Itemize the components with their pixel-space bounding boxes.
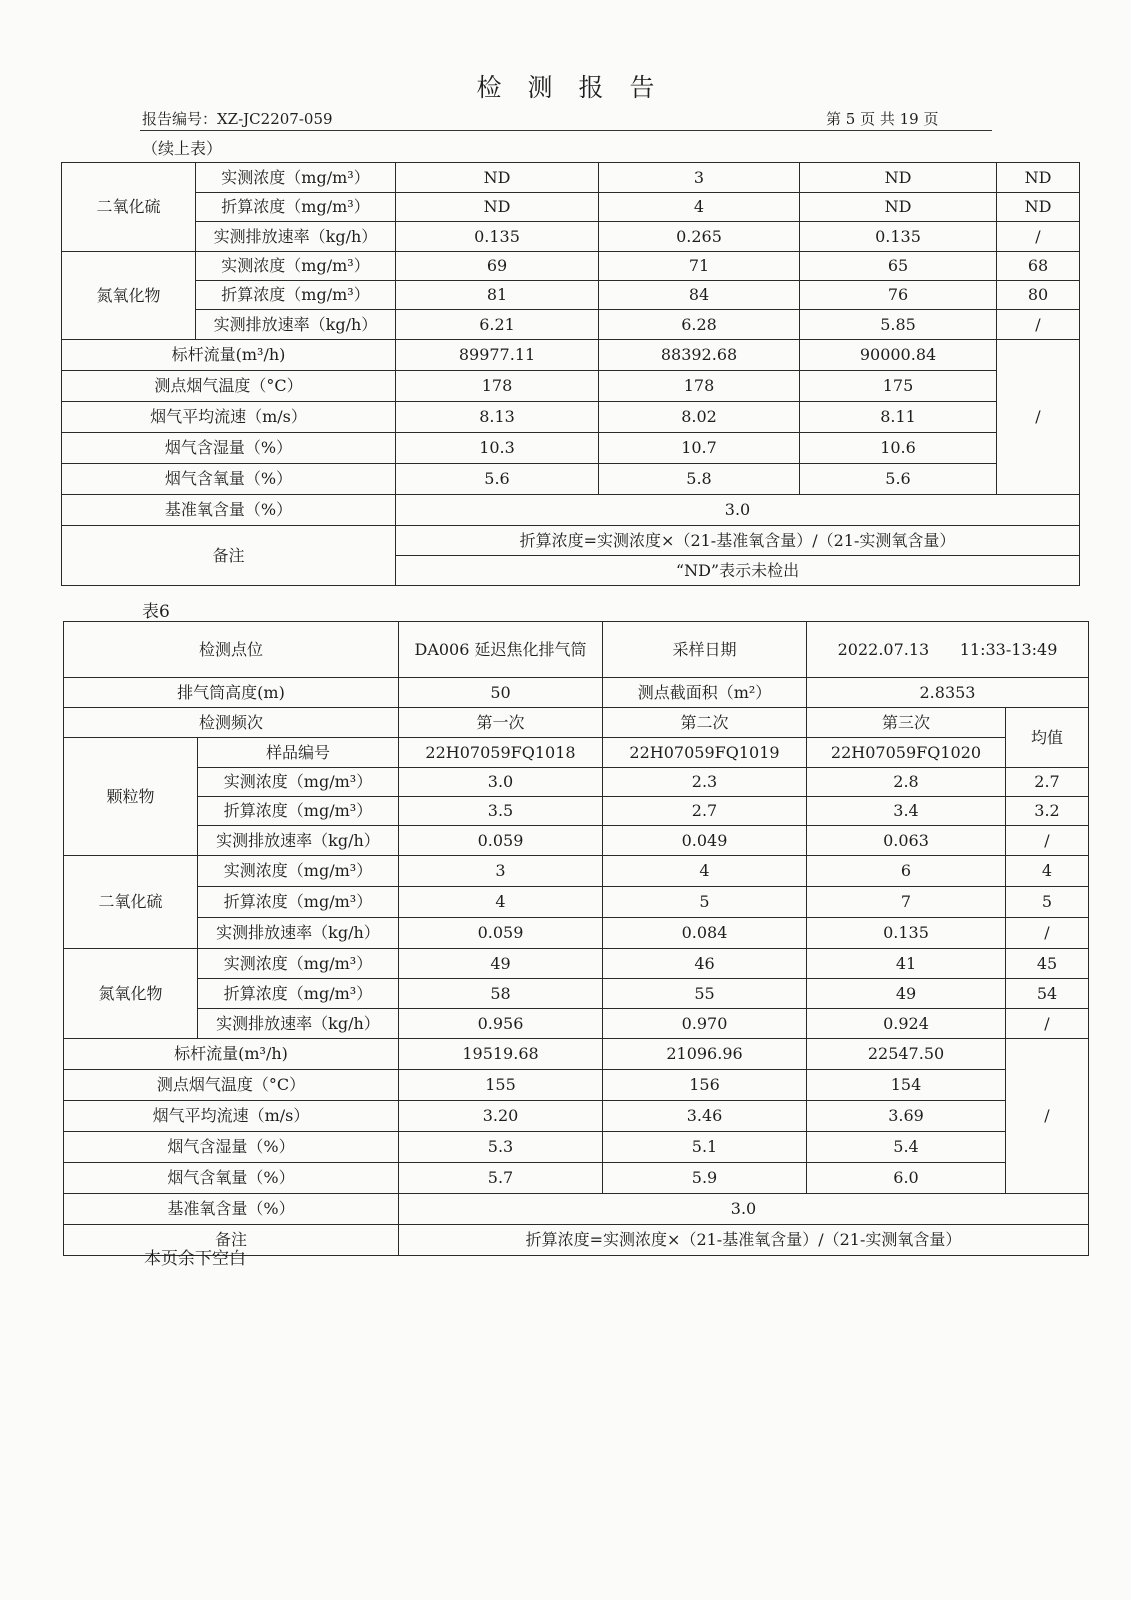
report-title: 检测报告 [476, 73, 681, 102]
row-label: 折算浓度（mg/m³） [196, 193, 396, 222]
table-row [64, 826, 1089, 856]
footer-note: 本页余下空白 [144, 1249, 246, 1269]
cell: 2.3 [603, 768, 807, 797]
table-row [62, 340, 1080, 371]
cell: 178 [396, 371, 599, 402]
cell: 4 [599, 193, 800, 222]
cell: 3.4 [807, 797, 1006, 826]
cell: 3.69 [807, 1101, 1006, 1132]
cell: 5.3 [399, 1132, 603, 1163]
table6-label: 表6 [142, 602, 170, 622]
cell: 58 [399, 979, 603, 1009]
table-row [64, 738, 1089, 768]
row-label: 折算浓度（mg/m³） [198, 797, 399, 826]
table-row [64, 949, 1089, 979]
nox-group-label: 氮氧化物 [64, 949, 198, 1039]
cell: 84 [599, 281, 800, 310]
row-label: 烟气含氧量（%） [64, 1163, 399, 1194]
cell: 6.28 [599, 310, 800, 340]
table5-body [62, 163, 1080, 586]
cell: 154 [807, 1070, 1006, 1101]
cell: ND [800, 193, 997, 222]
cell: 2.7 [603, 797, 807, 826]
freq-3: 第三次 [807, 708, 1006, 738]
table-row [64, 1009, 1089, 1039]
row-label: 烟气平均流速（m/s） [64, 1101, 399, 1132]
table-row [64, 1070, 1089, 1101]
cell: 7 [807, 887, 1006, 918]
header-divider [140, 130, 992, 131]
row-label: 实测排放速率（kg/h） [196, 222, 396, 252]
height-value: 50 [399, 678, 603, 708]
row-label: 折算浓度（mg/m³） [196, 281, 396, 310]
table-row [62, 464, 1080, 495]
row-label: 烟气含氧量（%） [62, 464, 396, 495]
cell: 3.20 [399, 1101, 603, 1132]
cell: 41 [807, 949, 1006, 979]
table-row [62, 163, 1080, 193]
row-label: 测点烟气温度（°C） [62, 371, 396, 402]
cell: 5.9 [603, 1163, 807, 1194]
point-label: 检测点位 [64, 622, 399, 678]
avg-cell: / [997, 222, 1080, 252]
height-label: 排气筒高度(m) [64, 678, 399, 708]
cell: 8.13 [396, 402, 599, 433]
nox-group-label: 氮氧化物 [62, 252, 196, 340]
cell: 8.02 [599, 402, 800, 433]
remark-nd: “ND”表示未检出 [396, 556, 1080, 586]
table-row [64, 797, 1089, 826]
avg-cell: 54 [1006, 979, 1089, 1009]
row-label: 实测排放速率（kg/h） [196, 310, 396, 340]
flue-avg-cell: / [1006, 1039, 1089, 1194]
table-row [62, 402, 1080, 433]
cell: 6.21 [396, 310, 599, 340]
cell: 21096.96 [603, 1039, 807, 1070]
table-row [62, 495, 1080, 526]
cell: 76 [800, 281, 997, 310]
table-row [64, 708, 1089, 738]
cell: 155 [399, 1070, 603, 1101]
cell: 0.135 [800, 222, 997, 252]
cell: 5 [603, 887, 807, 918]
table-row [62, 252, 1080, 281]
table-row [64, 918, 1089, 949]
cell: 81 [396, 281, 599, 310]
cell: 3.46 [603, 1101, 807, 1132]
cell: 55 [603, 979, 807, 1009]
cell: 19519.68 [399, 1039, 603, 1070]
row-label: 标杆流量(m³/h) [64, 1039, 399, 1070]
row-label: 烟气含湿量（%） [64, 1132, 399, 1163]
freq-label: 检测频次 [64, 708, 399, 738]
sample-id: 22H07059FQ1018 [399, 738, 603, 768]
cell: 0.084 [603, 918, 807, 949]
table-row [64, 1101, 1089, 1132]
date-label: 采样日期 [603, 622, 807, 678]
avg-cell: 68 [997, 252, 1080, 281]
remark-formula: 折算浓度=实测浓度×（21-基准氧含量）/（21-实测氧含量） [396, 526, 1080, 556]
avg-cell: / [1006, 826, 1089, 856]
avg-cell: / [1006, 918, 1089, 949]
cell: 2.8 [807, 768, 1006, 797]
sample-id: 22H07059FQ1020 [807, 738, 1006, 768]
cell: 49 [399, 949, 603, 979]
row-label: 实测排放速率（kg/h） [198, 918, 399, 949]
cell: 5.7 [399, 1163, 603, 1194]
cell: 5.6 [800, 464, 997, 495]
continued-label: （续上表） [142, 139, 223, 158]
cell: 0.063 [807, 826, 1006, 856]
cell: 0.049 [603, 826, 807, 856]
row-label: 实测排放速率（kg/h） [198, 826, 399, 856]
table6 [63, 621, 1089, 1256]
cell: 0.956 [399, 1009, 603, 1039]
row-label: 样品编号 [198, 738, 399, 768]
avg-cell: 45 [1006, 949, 1089, 979]
freq-1: 第一次 [399, 708, 603, 738]
date-value: 2022.07.13 11:33-13:49 [807, 622, 1089, 678]
remark-label: 备注 [62, 526, 396, 586]
area-value: 2.8353 [807, 678, 1089, 708]
cell: 5.6 [396, 464, 599, 495]
cell: 10.3 [396, 433, 599, 464]
so2-group-label: 二氧化硫 [62, 163, 196, 252]
area-label: 测点截面积（m²） [603, 678, 807, 708]
cell: 88392.68 [599, 340, 800, 371]
row-label: 实测排放速率（kg/h） [198, 1009, 399, 1039]
cell: ND [396, 163, 599, 193]
pm-group-label: 颗粒物 [64, 738, 198, 856]
table-row [64, 1194, 1089, 1225]
row-label: 烟气平均流速（m/s） [62, 402, 396, 433]
cell: 89977.11 [396, 340, 599, 371]
table-row [64, 856, 1089, 887]
cell: 4 [603, 856, 807, 887]
table-row [64, 678, 1089, 708]
cell: 5.4 [807, 1132, 1006, 1163]
cell: 5.1 [603, 1132, 807, 1163]
row-label: 测点烟气温度（°C） [64, 1070, 399, 1101]
row-label: 基准氧含量（%） [62, 495, 396, 526]
table-row [62, 526, 1080, 556]
table-row [62, 193, 1080, 222]
remark-label: 备注 [64, 1225, 399, 1256]
cell: 0.135 [396, 222, 599, 252]
row-label: 标杆流量(m³/h) [62, 340, 396, 371]
table-row [62, 222, 1080, 252]
row-label: 折算浓度（mg/m³） [198, 887, 399, 918]
row-label: 实测浓度（mg/m³） [198, 768, 399, 797]
cell: 6 [807, 856, 1006, 887]
cell: 175 [800, 371, 997, 402]
cell: 22547.50 [807, 1039, 1006, 1070]
avg-cell: 5 [1006, 887, 1089, 918]
cell: ND [396, 193, 599, 222]
page-info: 第 5 页 共 19 页 [826, 110, 939, 128]
row-label: 基准氧含量（%） [64, 1194, 399, 1225]
freq-2: 第二次 [603, 708, 807, 738]
table-row [62, 281, 1080, 310]
cell: 10.6 [800, 433, 997, 464]
table-row [64, 1163, 1089, 1194]
avg-cell: 80 [997, 281, 1080, 310]
flue-avg-cell: / [997, 340, 1080, 495]
cell: 156 [603, 1070, 807, 1101]
row-label: 烟气含湿量（%） [62, 433, 396, 464]
table-row [64, 1039, 1089, 1070]
avg-header: 均值 [1006, 708, 1089, 768]
avg-cell: 4 [1006, 856, 1089, 887]
cell: 71 [599, 252, 800, 281]
row-label: 实测浓度（mg/m³） [196, 252, 396, 281]
row-label: 折算浓度（mg/m³） [198, 979, 399, 1009]
row-label: 实测浓度（mg/m³） [198, 949, 399, 979]
cell: 5.8 [599, 464, 800, 495]
avg-cell: ND [997, 163, 1080, 193]
cell: 10.7 [599, 433, 800, 464]
cell: ND [800, 163, 997, 193]
table-row [64, 979, 1089, 1009]
cell: 49 [807, 979, 1006, 1009]
cell: 6.0 [807, 1163, 1006, 1194]
cell: 3 [399, 856, 603, 887]
cell: 69 [396, 252, 599, 281]
cell: 0.059 [399, 826, 603, 856]
point-value: DA006 延迟焦化排气筒 [399, 622, 603, 678]
cell: 3.5 [399, 797, 603, 826]
table-row [64, 887, 1089, 918]
avg-cell: / [997, 310, 1080, 340]
table6-body [64, 622, 1089, 1256]
cell: 65 [800, 252, 997, 281]
table5-continued [61, 162, 1080, 586]
cell: 0.924 [807, 1009, 1006, 1039]
cell: 178 [599, 371, 800, 402]
ref-o2-value: 3.0 [399, 1194, 1089, 1225]
cell: 90000.84 [800, 340, 997, 371]
cell: 0.059 [399, 918, 603, 949]
cell: 3 [599, 163, 800, 193]
row-label: 实测浓度（mg/m³） [196, 163, 396, 193]
cell: 0.135 [807, 918, 1006, 949]
so2-group-label: 二氧化硫 [64, 856, 198, 949]
table-row [62, 371, 1080, 402]
remark-formula: 折算浓度=实测浓度×（21-基准氧含量）/（21-实测氧含量） [399, 1225, 1089, 1256]
cell: 0.970 [603, 1009, 807, 1039]
cell: 0.265 [599, 222, 800, 252]
sample-id: 22H07059FQ1019 [603, 738, 807, 768]
cell: 5.85 [800, 310, 997, 340]
table-row [64, 622, 1089, 678]
report-number: 报告编号：XZ-JC2207-059 [142, 110, 333, 128]
avg-cell: ND [997, 193, 1080, 222]
avg-cell: 3.2 [1006, 797, 1089, 826]
cell: 4 [399, 887, 603, 918]
ref-o2-value: 3.0 [396, 495, 1080, 526]
cell: 8.11 [800, 402, 997, 433]
table-row [62, 310, 1080, 340]
cell: 3.0 [399, 768, 603, 797]
table-row [64, 1132, 1089, 1163]
table-row [64, 768, 1089, 797]
avg-cell: 2.7 [1006, 768, 1089, 797]
table-row [62, 433, 1080, 464]
avg-cell: / [1006, 1009, 1089, 1039]
cell: 46 [603, 949, 807, 979]
row-label: 实测浓度（mg/m³） [198, 856, 399, 887]
